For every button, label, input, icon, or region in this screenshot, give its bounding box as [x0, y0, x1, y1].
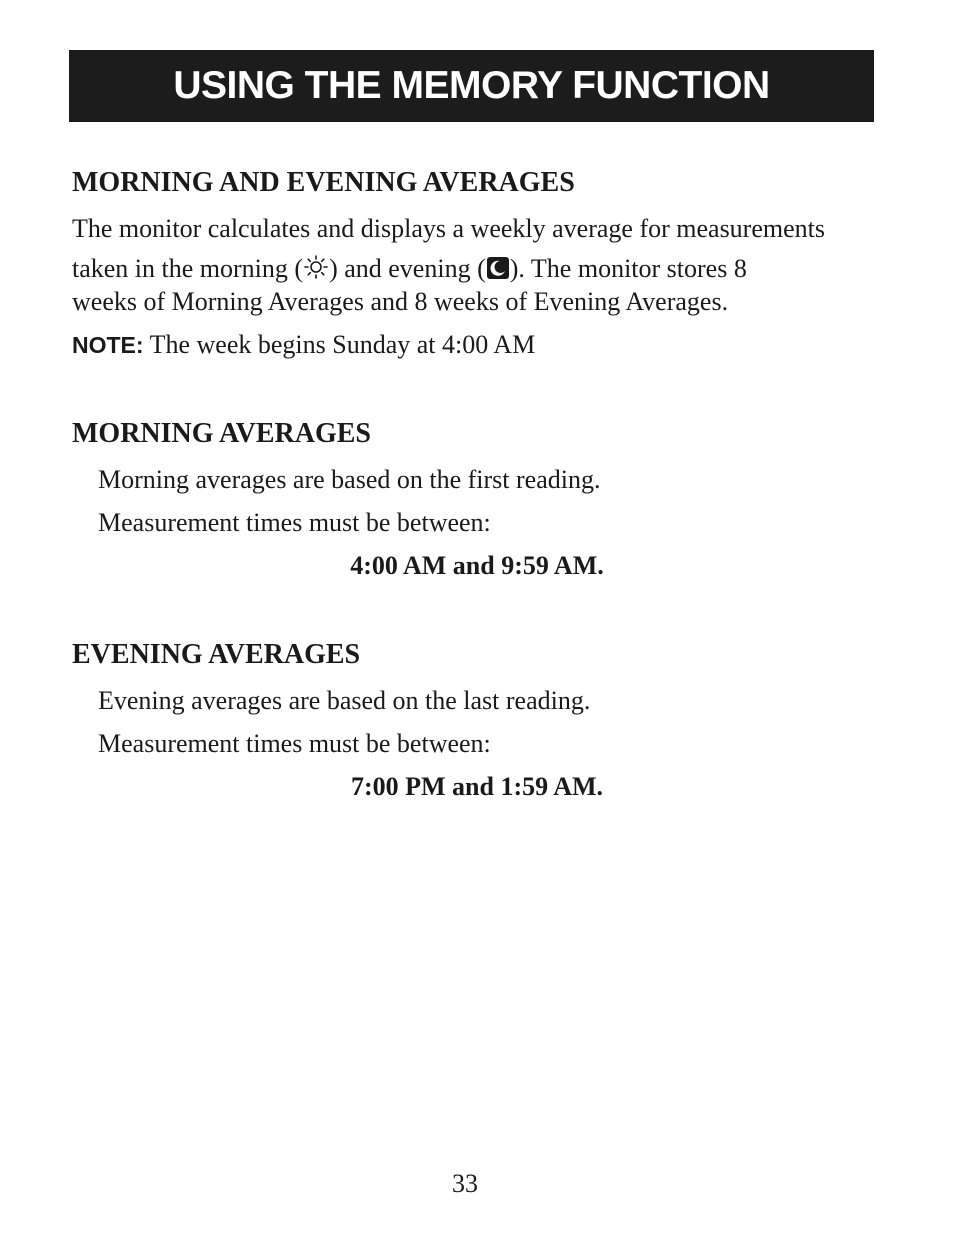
- text-fragment: ) and evening (: [329, 254, 486, 283]
- paragraph-line-with-icons: [72, 254, 747, 287]
- paragraph-line: Evening averages are based on the last reading.: [98, 686, 591, 715]
- paragraph-line: Morning averages are based on the first reading.: [98, 465, 601, 494]
- note-label: NOTE:: [72, 332, 144, 358]
- section-heading-evening: EVENING AVERAGES: [72, 639, 361, 670]
- paragraph-line: The monitor calculates and displays a weekly average for measurements: [72, 214, 825, 243]
- morning-time-range: 4:00 AM and 9:59 AM.: [350, 551, 604, 580]
- sun-icon: [303, 254, 329, 287]
- text-fragment: ). The monitor stores 8: [509, 254, 747, 283]
- section-heading-morning: MORNING AVERAGES: [72, 418, 371, 449]
- paragraph-line: Measurement times must be between:: [98, 729, 491, 758]
- note: [72, 330, 535, 360]
- paragraph-line: weeks of Morning Averages and 8 weeks of Evening Averages.: [72, 287, 729, 316]
- evening-time-range: 7:00 PM and 1:59 AM.: [350, 772, 604, 801]
- text-fragment: taken in the morning (: [72, 254, 304, 283]
- section-heading-morning-evening: MORNING AND EVENING AVERAGES: [72, 167, 575, 198]
- page-title: USING THE MEMORY FUNCTION: [173, 64, 770, 107]
- title-bar: [69, 50, 874, 122]
- paragraph-line: Measurement times must be between:: [98, 508, 491, 537]
- note-text: The week begins Sunday at 4:00 AM: [149, 330, 536, 359]
- page-number: 33: [452, 1169, 478, 1198]
- moon-icon: [486, 256, 510, 287]
